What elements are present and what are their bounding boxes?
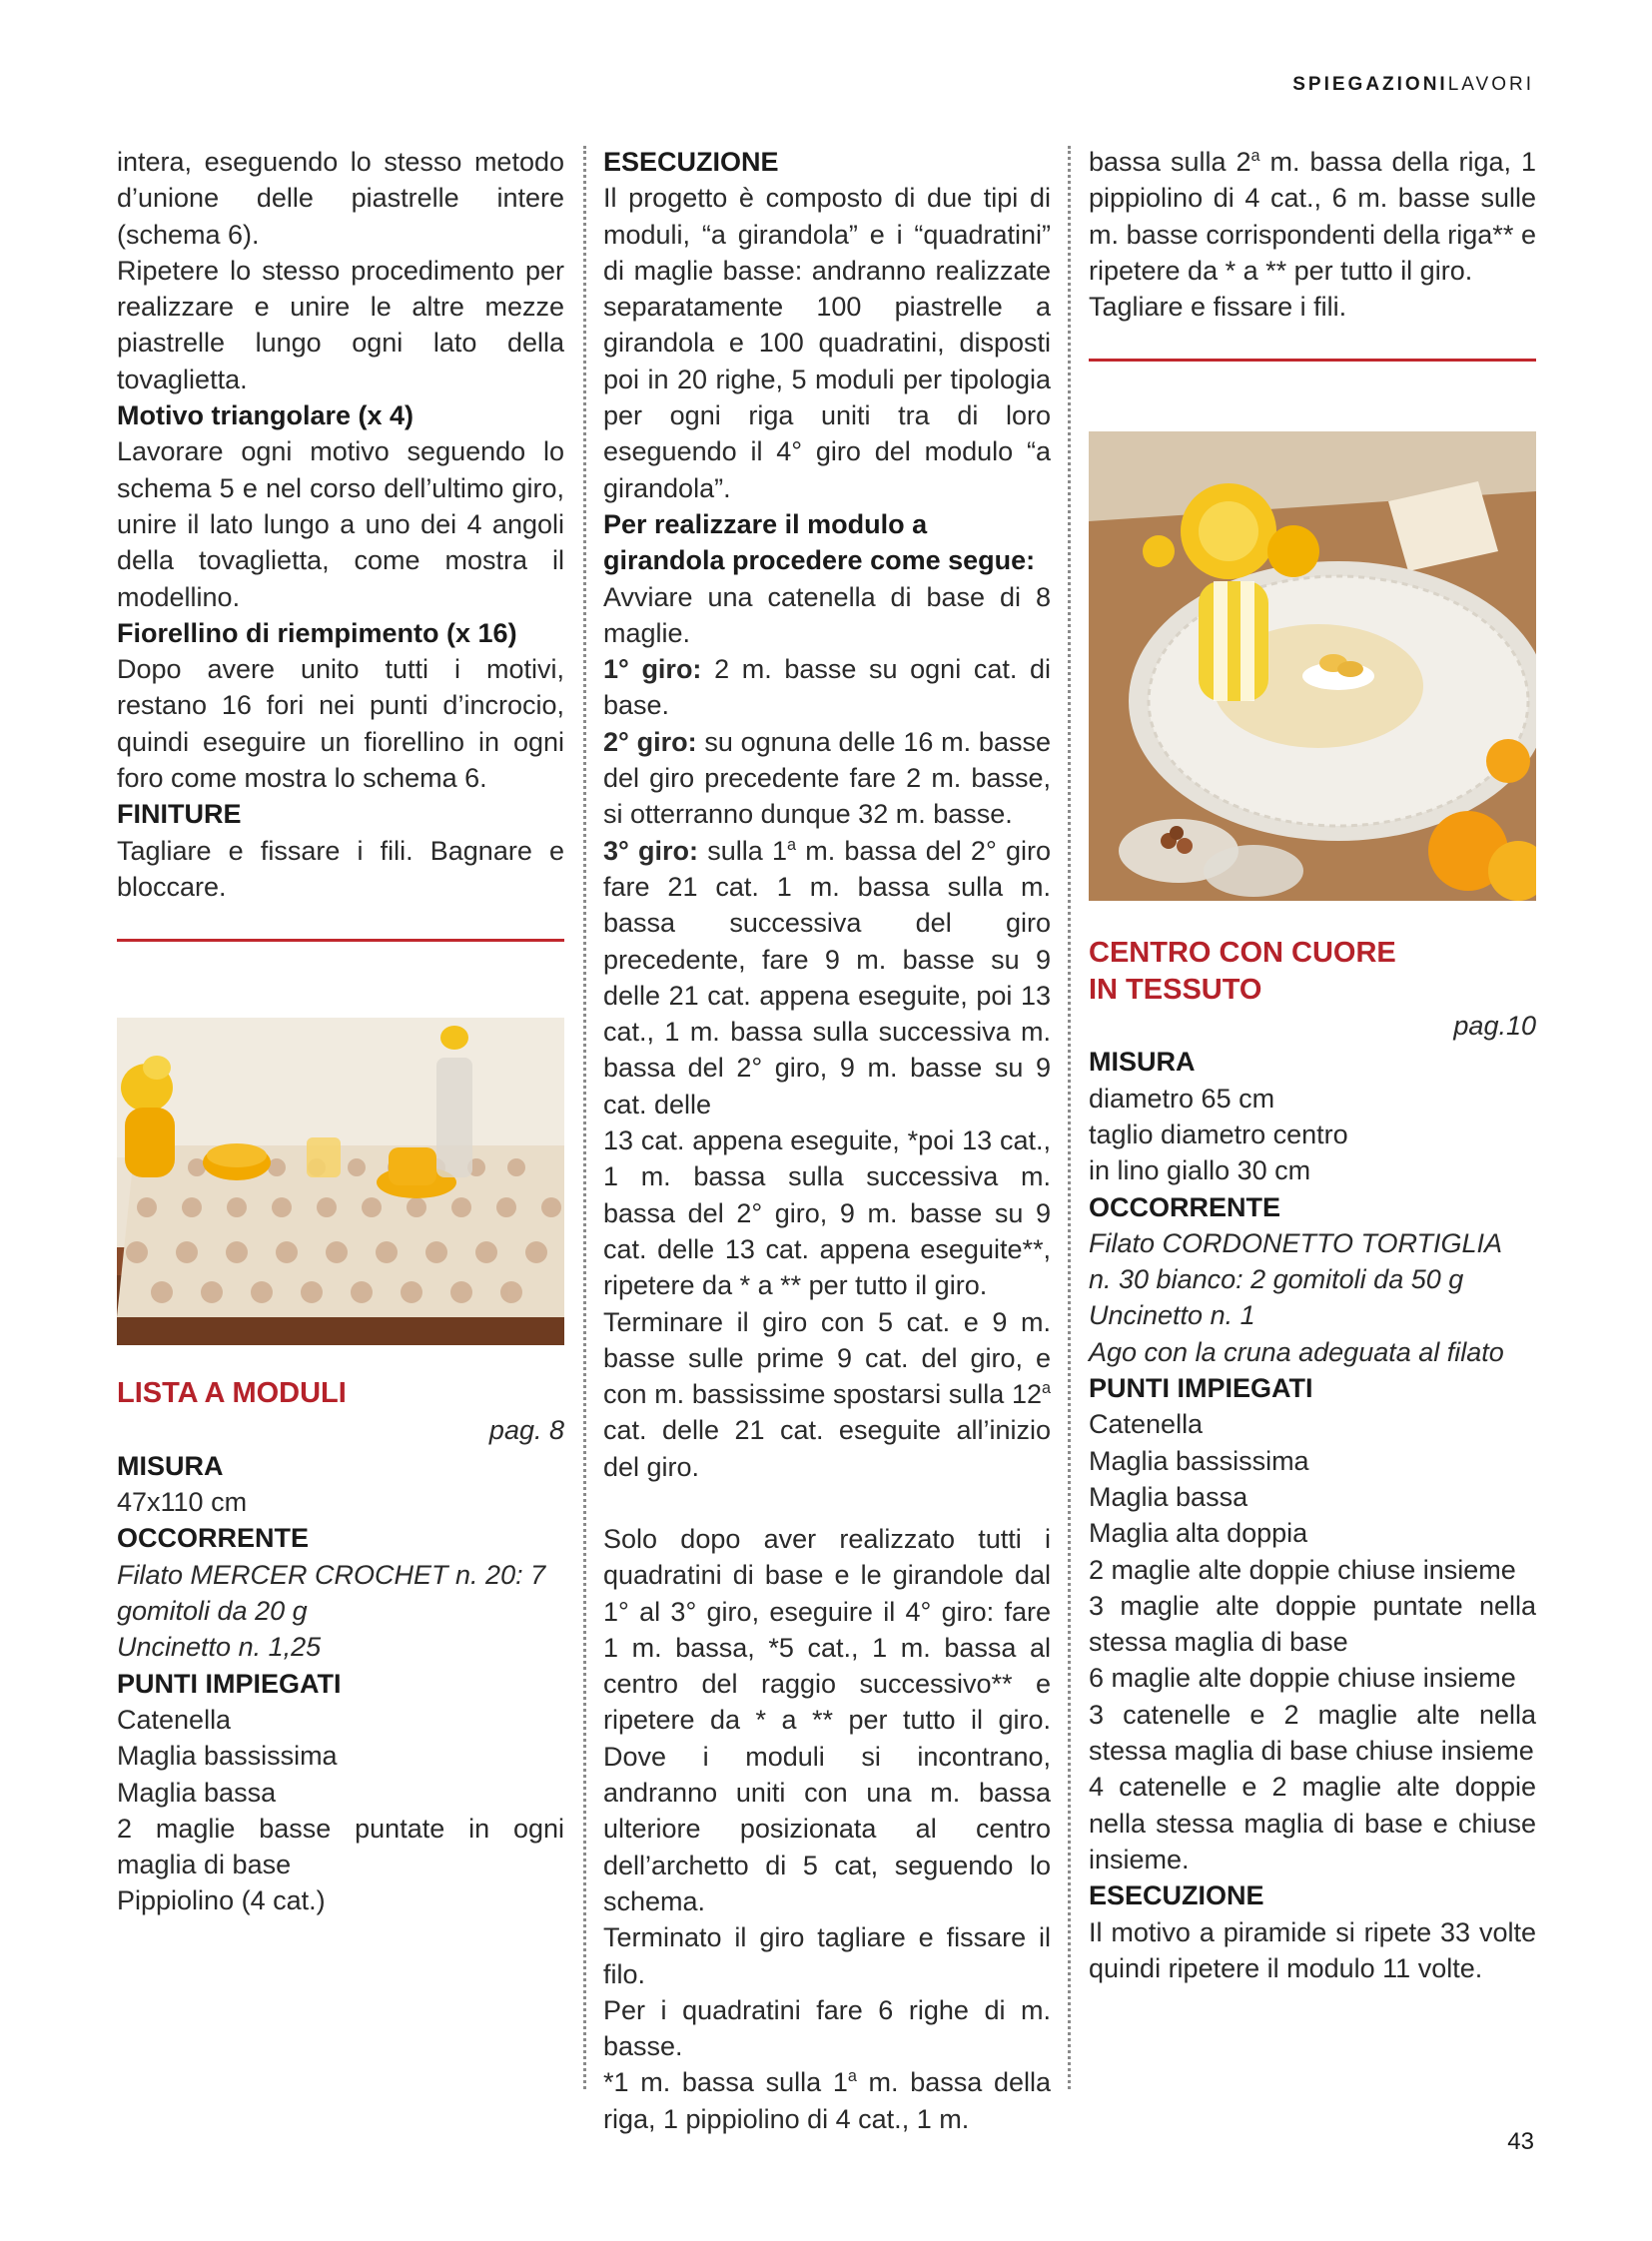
punto-item: 6 maglie alte doppie chiuse insieme	[1089, 1663, 1516, 1694]
paragraph-terminato: Terminato il giro tagliare e fissare il filo.	[603, 1922, 1051, 1989]
paragraph-motivo-triangolare: Lavorare ogni motivo seguendo lo schema 5 e nel corso dell’ultimo giro, unire il lato lungo a uno dei 4 angoli della tovaglietta, come mostra il modellino.	[117, 436, 564, 612]
paragraph-giro-3-cont: 13 cat. appena eseguite, *poi 13 cat., 1 m. bassa sulla successiva m. bassa del 2° giro, 9 m. basse su 9 cat. delle 13 cat. appena eseguite**, ripetere da * a ** per tutto il giro.	[603, 1125, 1051, 1301]
heading-esecuzione: ESECUZIONE	[603, 147, 779, 177]
terminare-text-b: cat. delle 21 cat. eseguite all’inizio del giro.	[603, 1415, 1051, 1482]
punto-item: Catenella	[117, 1704, 232, 1735]
table-runner-photo	[117, 1018, 564, 1345]
cont-text-a: bassa sulla 2	[1089, 147, 1251, 177]
occorrente-uncinetto: Uncinetto n. 1,25	[117, 1632, 322, 1663]
terminare-sup: a	[1041, 1379, 1051, 1398]
paragraph-terminare-giro	[603, 1304, 1051, 1485]
occorrente-line: Filato CORDONETTO TORTIGLIA	[1089, 1227, 1503, 1258]
photo-centro-con-cuore	[1089, 431, 1536, 901]
column-divider-2	[1068, 146, 1071, 2089]
paragraph-fiorellino: Dopo avere unito tutti i motivi, restano 16 fori nei punti d’incrocio, quindi eseguire un fiorellino in ogni foro come mostra lo schema 6.	[117, 654, 564, 794]
punto-item: 2 maglie basse puntate in ogni maglia di base	[117, 1813, 564, 1880]
paragraph-finiture: Tagliare e fissare i fili. Bagnare e bloccare.	[117, 835, 564, 902]
heading-punti-impiegati: PUNTI IMPIEGATI	[117, 1668, 342, 1699]
punto-item: Maglia alta doppia	[1089, 1518, 1308, 1549]
paragraph-tagliare: Tagliare e fissare i fili.	[1089, 292, 1347, 323]
section-label-bold: SPIEGAZIONI	[1292, 74, 1448, 95]
title-centro-line-2: IN TESSUTO	[1089, 973, 1262, 1006]
punto-item: Maglia bassissima	[117, 1741, 338, 1772]
column-2	[603, 144, 1051, 2137]
giro-1-text: 2 m. basse su ogni cat. di base.	[603, 654, 1051, 721]
page-reference: pag. 8	[488, 1414, 564, 1445]
section-label-light: LAVORI	[1447, 74, 1534, 95]
punto-item: 4 catenelle e 2 maglie alte doppie nella stessa maglia di base e chiuse insieme.	[1089, 1772, 1536, 1874]
heading-occorrente: OCCORRENTE	[1089, 1191, 1281, 1222]
punto-item: Maglia bassa	[1089, 1481, 1248, 1512]
doily-photo	[1089, 431, 1536, 901]
heading-occorrente: OCCORRENTE	[117, 1523, 310, 1554]
heading-misura: MISURA	[1089, 1047, 1196, 1078]
paragraph-intro: intera, eseguendo lo stesso metodo d’unione delle piastrelle intere (schema 6).	[117, 147, 564, 250]
cont-text-b: m. bassa della riga, 1 pippiolino di 4 cat., 6 m. basse sulle m. basse corrispondenti della riga** e ripetere da * a ** per tutto il giro.	[1089, 147, 1536, 286]
star-text-a: *1 m. bassa sulla 1	[603, 2067, 848, 2098]
heading-motivo-triangolare: Motivo triangolare (x 4)	[117, 400, 414, 431]
title-lista-a-moduli: LISTA A MODULI	[117, 1377, 347, 1410]
punto-item: Maglia bassissima	[1089, 1445, 1309, 1476]
paragraph-giro-1	[603, 651, 1051, 724]
punto-item: Maglia bassa	[117, 1777, 277, 1808]
giro-3-text-b: m. bassa del 2° giro fare 21 cat. 1 m. bassa sulla m. bassa successiva del giro precedente, fare 9 m. basse su 9 delle 21 cat. appena eseguite, poi 13 cat., 1 m. bassa sulla successiva m. bassa del 2° giro, 9 m. basse su 9 cat. delle	[603, 835, 1051, 1120]
column-3	[1089, 144, 1536, 1986]
paragraph-star	[603, 2064, 1051, 2137]
column-divider-1	[583, 146, 586, 2089]
misura-line: taglio diametro centro	[1089, 1119, 1348, 1149]
page-number: 43	[1507, 2128, 1534, 2155]
punto-item: 3 catenelle e 2 maglie alte nella stessa maglia di base chiuse insieme	[1089, 1699, 1536, 1767]
giro-3-sup: a	[787, 835, 797, 854]
section-rule	[117, 939, 564, 942]
misura-line: diametro 65 cm	[1089, 1083, 1275, 1114]
occorrente-line: n. 30 bianco: 2 gomitoli da 50 g	[1089, 1264, 1464, 1295]
paragraph-solo-dopo: Solo dopo aver realizzato tutti i quadratini di base e le girandole dal 1° al 3° giro, eseguire il 4° giro: fare 1 m. bassa, *5 cat., 1 m. bassa al centro del raggio successivo** e ripetere da * a ** per tutto il giro. Dove i moduli si incontrano, andranno uniti con una m. bassa ulteriore posizionata al centro dell’archetto di 5 cat, seguendo lo schema.	[603, 1523, 1051, 1916]
occorrente-line: Ago con la cruna adeguata al filato	[1089, 1336, 1504, 1367]
misura-line: in lino giallo 30 cm	[1089, 1155, 1311, 1186]
photo-lista-a-moduli	[117, 1018, 564, 1345]
section-header	[1292, 74, 1534, 96]
misura-value: 47x110 cm	[117, 1487, 248, 1518]
paragraph-continuation	[1089, 144, 1536, 289]
terminare-text-a: Terminare il giro con 5 cat. e 9 m. basse sulle prime 9 cat. del giro, e con m. bassissime spostarsi sulla 12	[603, 1306, 1051, 1410]
punto-item: 2 maglie alte doppie chiuse insieme	[1089, 1554, 1516, 1585]
section-rule	[1089, 359, 1536, 362]
paragraph-giro-2	[603, 724, 1051, 833]
heading-esecuzione: ESECUZIONE	[1089, 1880, 1264, 1911]
page-reference: pag.10	[1453, 1011, 1536, 1042]
cont-sup: a	[1250, 147, 1260, 165]
paragraph-esecuzione: Il motivo a piramide si ripete 33 volte quindi ripetere il modulo 11 volte.	[1089, 1916, 1536, 1983]
star-sup: a	[847, 2067, 857, 2086]
punto-item: Catenella	[1089, 1409, 1204, 1440]
paragraph-progetto: Il progetto è composto di due tipi di moduli, “a girandola” e i “quadratini” di maglie basse: andranno realizzate separatamente 100 piastrelle a girandola e 100 quadratini, disposti poi in 20 righe, 5 moduli per tipologia per ogni riga uniti tra di loro eseguendo il 4° giro del modulo “a girandola”.	[603, 183, 1051, 503]
heading-finiture: FINITURE	[117, 799, 242, 830]
column-1	[117, 144, 564, 1919]
giro-3-label: 3° giro:	[603, 835, 699, 866]
heading-fiorellino: Fiorellino di riempimento (x 16)	[117, 617, 517, 648]
occorrente-filato: Filato MERCER CROCHET n. 20: 7 gomitoli da 20 g	[117, 1559, 546, 1627]
paragraph-repeat: Ripetere lo stesso procedimento per realizzare e unire le altre mezze piastrelle lungo ogni lato della tovaglietta.	[117, 255, 564, 394]
giro-2-text: su ognuna delle 16 m. basse del giro precedente fare 2 m. basse, si otterranno dunque 32 m. basse.	[603, 726, 1051, 830]
punto-item: Pippiolino (4 cat.)	[117, 1885, 326, 1916]
paragraph-giro-3	[603, 833, 1051, 1122]
paragraph-quadratini: Per i quadratini fare 6 righe di m. basse.	[603, 1994, 1051, 2062]
star-text-b: m. bassa della riga, 1 pippiolino di 4 cat., 1 m.	[603, 2067, 1051, 2134]
giro-3-text-a: sulla 1	[698, 835, 787, 866]
paragraph-avviare: Avviare una catenella di base di 8 maglie.	[603, 581, 1051, 648]
giro-2-label: 2° giro:	[603, 726, 697, 757]
heading-modulo-girandola: Per realizzare il modulo a girandola procedere come segue:	[603, 508, 1036, 576]
occorrente-line: Uncinetto n. 1	[1089, 1300, 1255, 1331]
title-centro-line-1: CENTRO CON CUORE	[1089, 937, 1396, 970]
giro-1-label: 1° giro:	[603, 654, 702, 685]
heading-punti-impiegati: PUNTI IMPIEGATI	[1089, 1373, 1313, 1404]
punto-item: 3 maglie alte doppie puntate nella stessa maglia di base	[1089, 1590, 1536, 1658]
heading-misura: MISURA	[117, 1450, 224, 1481]
